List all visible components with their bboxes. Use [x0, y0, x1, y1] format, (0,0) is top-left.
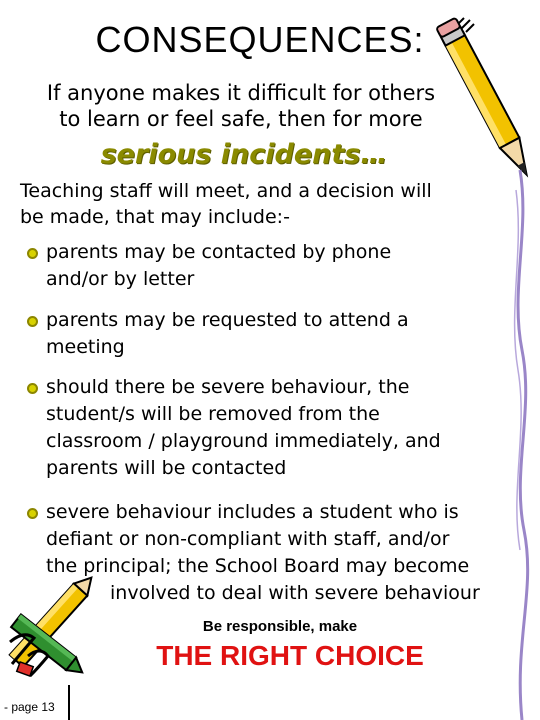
- list-item-line: involved to deal with severe behaviour: [110, 582, 480, 604]
- bullet-icon: [27, 248, 38, 259]
- bullet-icon: [27, 316, 38, 327]
- page-title: CONSEQUENCES:: [95, 19, 425, 60]
- list-item: [46, 239, 524, 293]
- intro-text: [0, 80, 482, 132]
- page-number: - page 13: [4, 700, 55, 714]
- wavy-line-icon: [500, 170, 540, 720]
- list-item-line: classroom / playground immediately, and: [46, 430, 441, 452]
- list-item-line: student/s will be removed from the: [46, 403, 380, 425]
- bullet-icon: [27, 508, 38, 519]
- intro-line: to learn or feel safe, then for more: [59, 107, 423, 131]
- emphasis-text: serious incidents…: [100, 139, 388, 170]
- list-item-line: meeting: [46, 336, 125, 358]
- list-item-line: the principal; the School Board may become: [46, 555, 470, 577]
- list-item: [46, 307, 524, 361]
- list-item-line: severe behaviour includes a student who is: [46, 501, 459, 523]
- list-item-line: and/or by letter: [46, 268, 195, 290]
- page-divider: [68, 685, 70, 720]
- list-item-line: parents may be contacted by phone: [46, 241, 392, 263]
- staff-line: Teaching staff will meet, and a decision will: [20, 180, 432, 202]
- staff-text: [20, 178, 498, 230]
- bullet-icon: [27, 383, 38, 394]
- list-item: [46, 499, 524, 607]
- list-item-line: should there be severe behaviour, the: [46, 376, 410, 398]
- staff-line: be made, that may include:-: [20, 206, 290, 228]
- crayons-icon: [0, 572, 110, 690]
- list-item: [46, 374, 524, 482]
- list-item-line: defiant or non-compliant with staff, and/or: [46, 528, 450, 550]
- responsible-text: Be responsible, make: [202, 618, 358, 635]
- list-item-line: parents may be requested to attend a: [46, 309, 409, 331]
- intro-line: If anyone makes it difficult for others: [46, 81, 436, 105]
- right-choice-text: THE RIGHT CHOICE: [156, 640, 424, 671]
- list-item-line: parents will be contacted: [46, 457, 287, 479]
